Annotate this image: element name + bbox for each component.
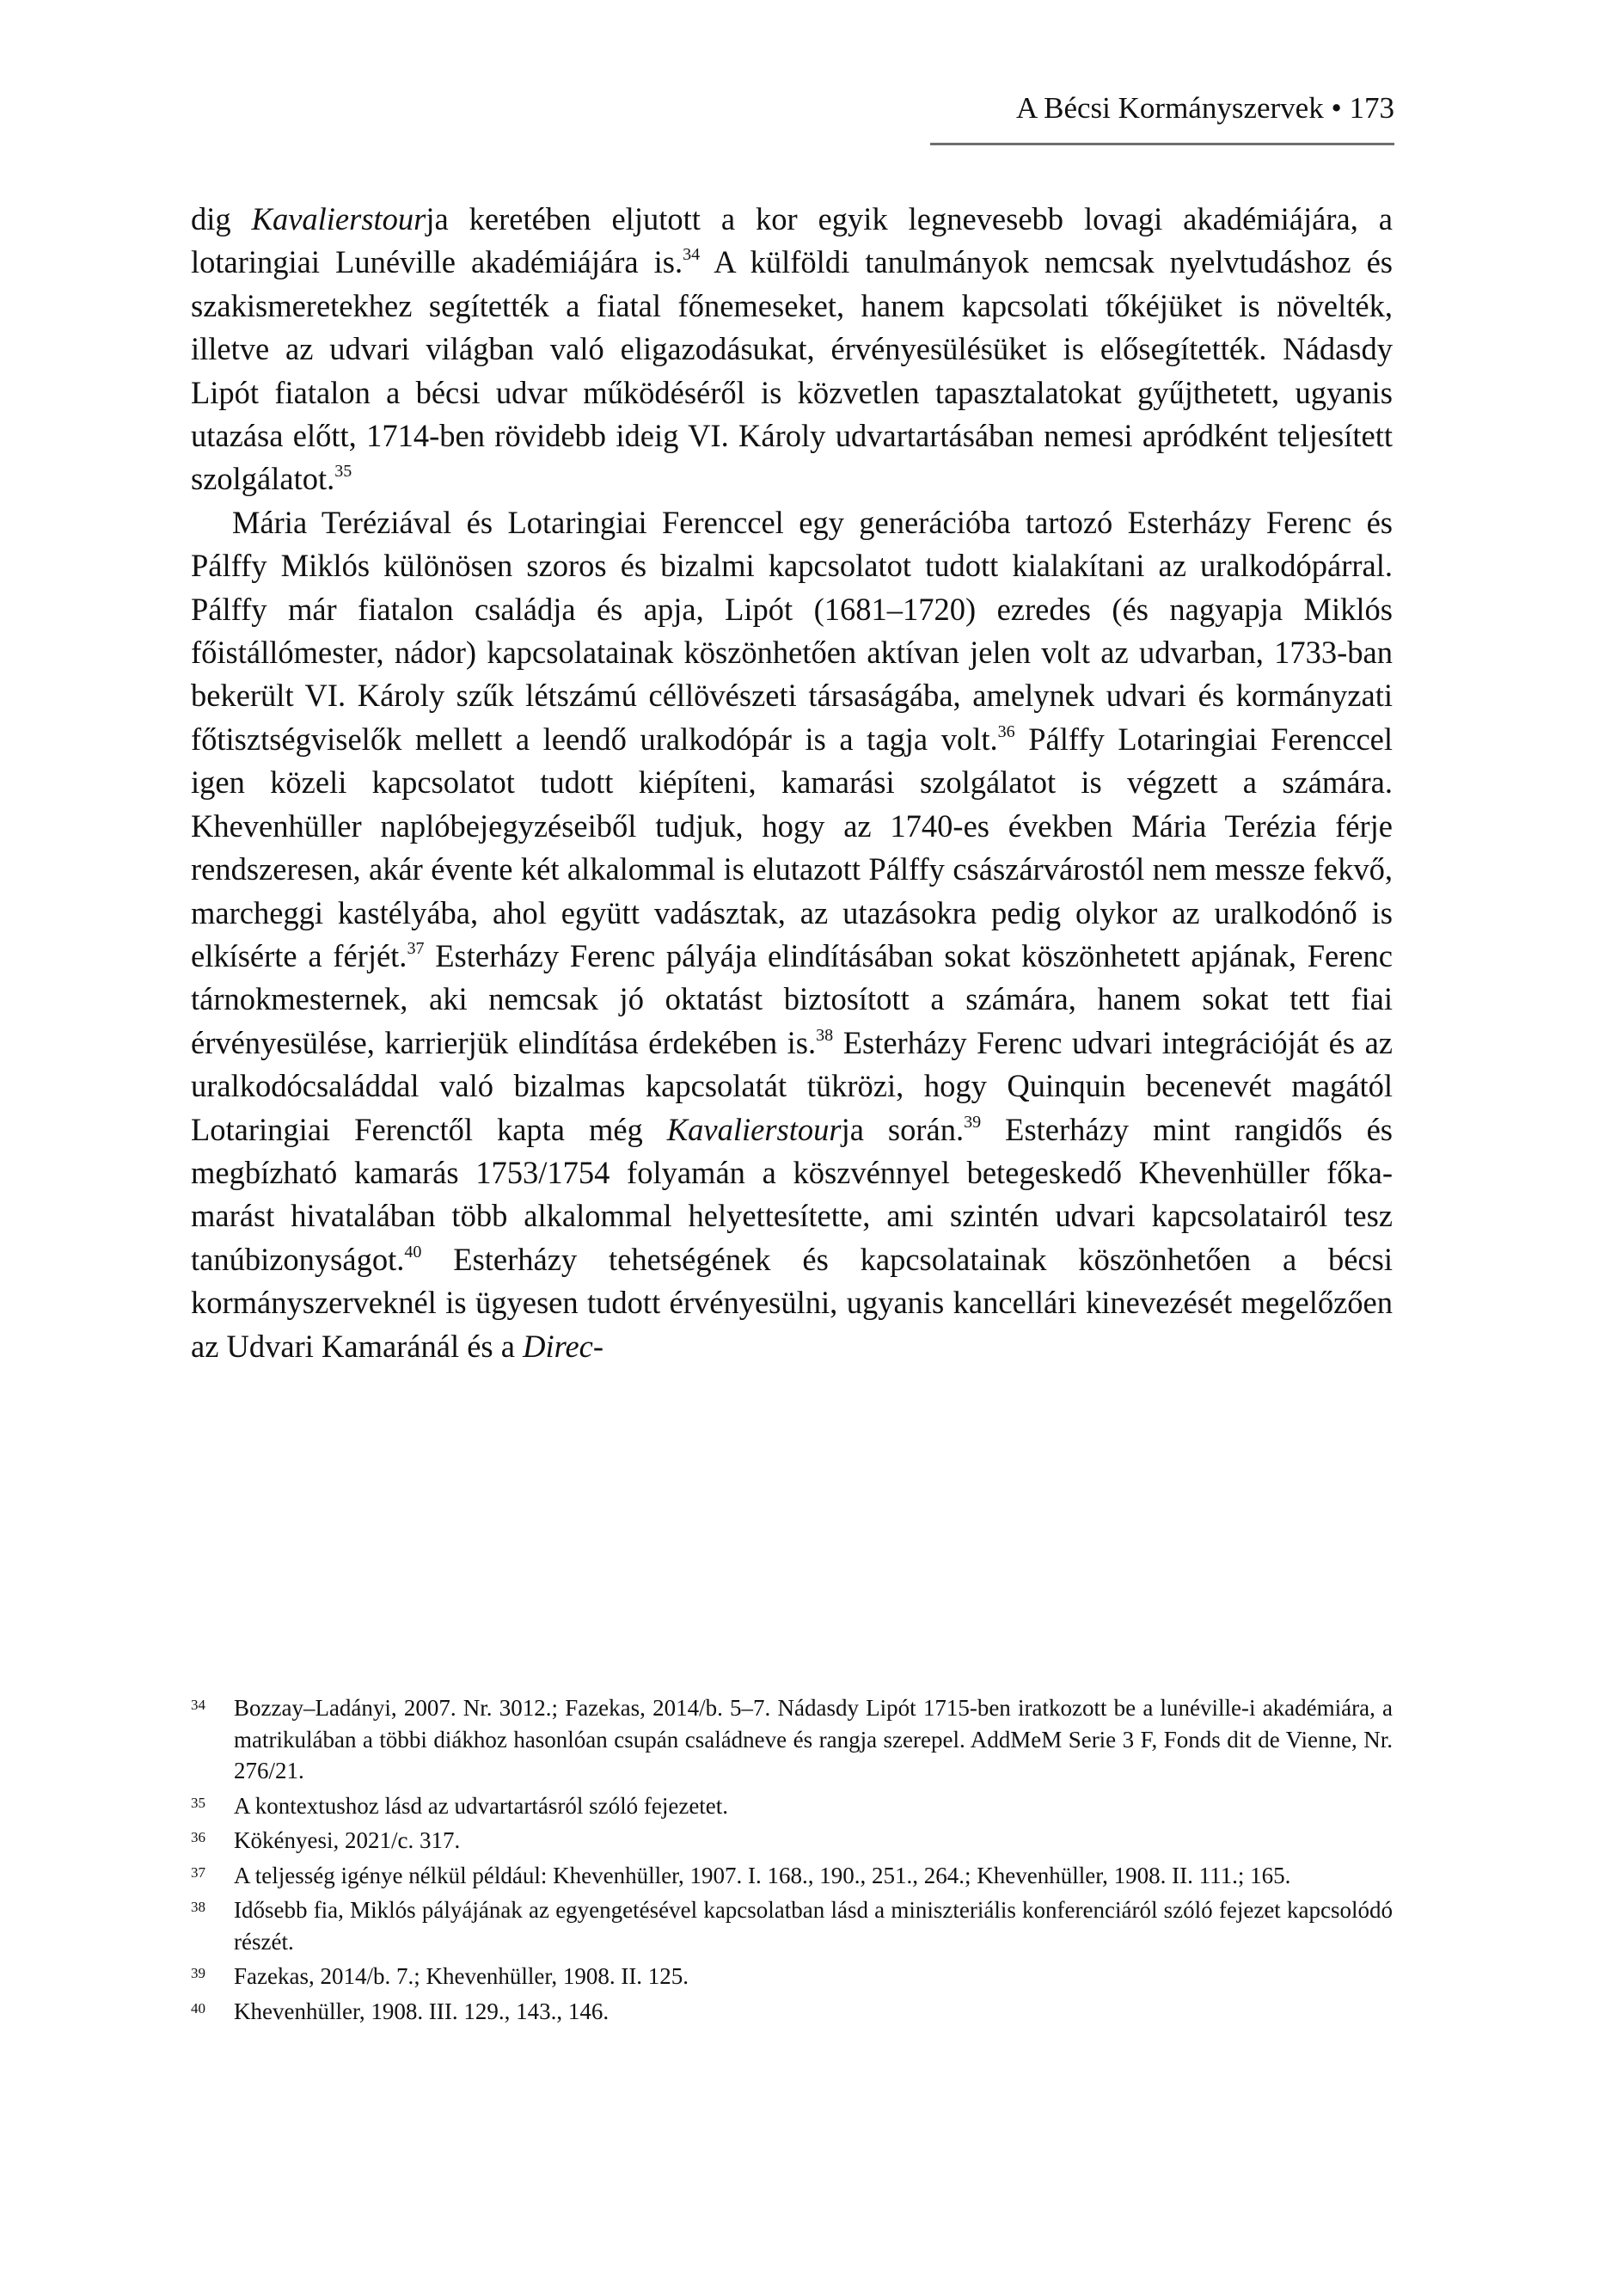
text-run: Esterházy tehetségének és kapcsolatainak köszönhetően a bécsi kormányszerveknél is ügyesen tudott érvényesülni, ugyanis kancellári kinevezését megelőzően az Udvari Kamaránál és a [191,1241,1393,1364]
footnote-reference[interactable]: 34 [683,245,701,265]
footnote-number: 38 [191,1899,205,1915]
running-title: A Bécsi Kormányszervek [1016,91,1324,125]
footnote-number: 37 [191,1863,205,1881]
text-run: Esterházy Ferenc udvari integrációját és az uralkodócsaláddal való bizalmas kapcsolatát tükrözi, hogy Quinquin becenevét magától Lotaringiai Ferenctől kapta még [191,1024,1393,1147]
footnote-text: A kontextushoz lásd az udvartartásról szóló fejezetet. [234,1792,729,1819]
text-run: Esterházy Ferenc pályája elindításában sokat köszönhetett apjának, Ferenc tárnokmesternek, aki nemcsak jó oktatást biztosított a számára, hanem sokat tett fiai érvényesülése, karrierjük elindítása érdekében is. [191,937,1394,1060]
footnote-reference[interactable]: 39 [964,1112,982,1132]
footnote-text: Bozzay–Ladányi, 2007. Nr. 3012.; Fazekas, 2014/b. 5–7. Nádasdy Lipót 1715-ben iratkozott be a lunéville-i akadémiára, a matrikulában a többi diákhoz hasonlóan csupán családneve és rangja szerepel. AddMeM Serie 3 F, Fonds dit de Vienne, Nr. 276/21. [234,1695,1393,1783]
footnote [191,1692,1393,1787]
footnote-text: Khevenhüller, 1908. III. 129., 143., 146. [234,1998,610,2024]
footnote-reference[interactable]: 36 [997,721,1015,741]
text-run: Mária Teréziával és Lotaringiai Ferenccel egy generációba tartozó Esterházy Ferenc és Pálffy Miklós különösen szoros és bizalmi kapcsolatot tudott kialakítani az uralkodópárral. Pálffy már fiatalon családja és apja, Lipót (1681–1720) ezredes (és nagyapja Miklós főistállómester, nádor) kapcsolatainak köszönhetően aktívan jelen volt az udvarban, 1733-ban bekerült VI. Károly szűk létszámú céllövészeti társaságába, amelynek udvari és kormányzati főtisztségviselők mellett a leendő uralkodópár is a tagja volt. [191,504,1393,757]
text-run: dig [191,201,252,236]
bullet-separator-icon: • [1331,91,1342,125]
page-number: 173 [1349,91,1394,125]
footnote [191,1825,1393,1857]
footnote [191,1790,1393,1822]
footnote-number: 34 [191,1697,205,1713]
footnote-text: Fazekas, 2014/b. 7.; Khevenhüller, 1908. II. 125. [234,1963,689,1989]
footnote-number: 40 [191,1999,205,2017]
footnote-text: A teljesség igénye nélkül például: Khevenhüller, 1907. I. 168., 190., 251., 264.; Khevenhüller, 1908. II. 111.; 165. [234,1862,1291,1888]
footnote-number: 36 [191,1829,205,1845]
footnote-text: Kökényesi, 2021/c. 317. [234,1827,461,1853]
footnote [191,1894,1393,1957]
footnote-reference[interactable]: 38 [816,1025,834,1045]
paragraph [191,198,1393,501]
text-run: Pálffy Lotaringiai Ferenccel igen közeli kapcsolatot tudott kiépíteni, kamarási szolgálatot is végzett a számára. Khevenhüller naplóbejegyzéseiből tudjuk, hogy az 1740-es években Mária Terézia férje rendszeresen, akár évente két alkalommal is elutazott Pálffy császárvárostól nem messze fekvő, marcheggi kastélyába, ahol együtt vadásztak, az utazásokra pedig olykor az uralkodónő is elkísérte a férjét. [191,721,1393,973]
footnote-reference[interactable]: 35 [334,462,352,482]
text-run: ja során. [841,1111,965,1147]
footnote-text: Idősebb fia, Miklós pályájának az egyengetésével kapcsolatban lásd a miniszteriális konferenciáról szóló fejezet kapcsolódó részét. [234,1897,1393,1955]
text-run: ja keretében eljutott a kor egyik legnevesebb lovagi akadémiájára, a lotaringiai Lunéville akadémiájára is. [191,201,1393,280]
footnotes [191,1692,1393,2030]
running-header [930,90,1394,126]
footnote-number: 39 [191,1965,205,1981]
italic-term: Direc- [523,1328,603,1364]
footnote [191,1996,1393,2028]
text-run: A külföldi tanulmányok nemcsak nyelvtudáshoz és szakismeretekhez segítették a fiatal főnemeseket, hanem kapcsolati tőkéjüket is növelték, illetve az udvari világban való eligazodásukat, érvényesülésüket is elősegítették. Nádasdy Lipót fiatalon a bécsi udvar működéséről is közvetlen tapasztalatokat gyűjthetett, ugyanis utazása előtt, 1714-ben rövidebb ideig VI. Károly udvartartásában nemesi apródként teljesített szolgálatot. [191,244,1393,497]
footnote [191,1961,1393,1992]
italic-term: Kavalierstour [251,201,426,236]
main-text [191,198,1393,1368]
paragraph [191,501,1393,1368]
footnote-reference[interactable]: 37 [407,938,425,958]
footnote-number: 35 [191,1794,205,1811]
header-rule [930,143,1394,145]
italic-term: Kavalierstour [666,1111,842,1147]
text-run: Esterházy mint rangidős és megbízható kamarás 1753/1754 folyamán a köszvénnyel betegeskedő Khevenhüller főkamarást hivatalában több alkalommal helyettesítette, ami szintén udvari kapcsolatairól tesz tanúbizonyságot. [191,1111,1393,1277]
footnote [191,1860,1393,1892]
footnote-reference[interactable]: 40 [404,1242,422,1262]
